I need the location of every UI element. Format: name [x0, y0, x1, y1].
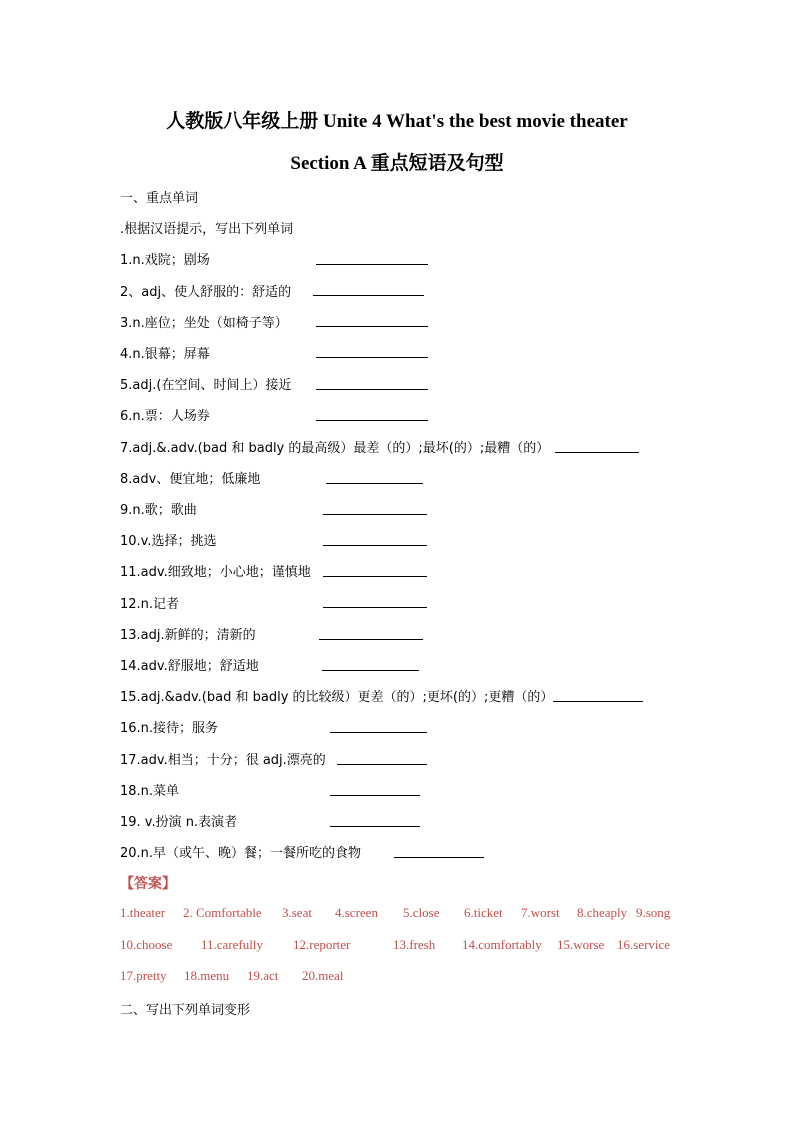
item-1: 1.n.戏院；剧场 [120, 253, 210, 268]
item-12: 12.n.记者 [120, 597, 180, 612]
item-9: 9.n.歌；歌曲 [120, 503, 197, 518]
blank-5[interactable] [316, 389, 428, 390]
answer-15: 15.worse [557, 937, 605, 952]
item-16: 16.n.接待；服务 [120, 721, 219, 736]
blank-14[interactable] [322, 670, 419, 671]
blank-7[interactable] [555, 452, 639, 453]
answer-17: 17.pretty [120, 968, 167, 983]
answer-20: 20.meal [302, 968, 344, 983]
answer-16: 16.service [617, 937, 671, 952]
answer-row-2 [120, 937, 670, 953]
item-13: 13.adj.新鲜的；清新的 [120, 628, 256, 643]
item-11: 11.adv.细致地；小心地；谨慎地 [120, 565, 311, 580]
blank-18[interactable] [330, 795, 420, 796]
answer-2: 2. Comfortable [183, 905, 262, 920]
answer-4: 4.screen [335, 905, 378, 920]
blank-1[interactable] [316, 264, 428, 265]
blank-10[interactable] [323, 545, 427, 546]
blank-19[interactable] [330, 826, 420, 827]
answer-7: 7.worst [521, 905, 560, 920]
answer-1: 1.theater [120, 905, 166, 920]
blank-15[interactable] [553, 701, 643, 702]
item-15: 15.adj.&adv.(bad 和 badly 的比较级）更差（的）;更坏(的）;更糟（的） [120, 690, 554, 705]
answer-19: 19.act [247, 968, 279, 983]
answer-5: 5.close [403, 905, 440, 920]
answer-14: 14.comfortably [462, 937, 542, 952]
item-6: 6.n.票：人场券 [120, 409, 210, 424]
blank-9[interactable] [323, 514, 427, 515]
answer-6: 6.ticket [464, 905, 503, 920]
answer-10: 10.choose [120, 937, 173, 952]
item-14: 14.adv.舒服地；舒适地 [120, 659, 259, 674]
section-2-heading: 二、写出下列单词变形 [120, 1003, 251, 1018]
blank-20[interactable] [394, 857, 484, 858]
item-4: 4.n.银幕；屏幕 [120, 347, 210, 362]
item-5: 5.adj.(在空间、时间上）接近 [120, 378, 292, 393]
blank-11[interactable] [323, 576, 427, 577]
blank-13[interactable] [319, 639, 423, 640]
blank-12[interactable] [323, 607, 427, 608]
answer-18: 18.menu [184, 968, 230, 983]
item-2: 2、adj、使人舒服的：舒适的 [120, 285, 292, 300]
title-line-2: Section A 重点短语及句型 [290, 153, 504, 174]
answer-heading: 【答案】 [120, 876, 176, 892]
item-7: 7.adj.&.adv.(bad 和 badly 的最高级）最差（的）;最坏(的）;最糟（的） [120, 441, 550, 456]
section-1-heading: 一、重点单词 [120, 191, 199, 206]
item-20: 20.n.早（或午、晚）餐；一餐所吃的食物 [120, 846, 362, 861]
answer-9: 9.song [636, 905, 671, 920]
instruction: .根据汉语提示，写出下列单词 [120, 222, 294, 237]
answer-12: 12.reporter [293, 937, 351, 952]
item-17: 17.adv.相当；十分；很 adj.漂亮的 [120, 753, 326, 768]
blank-2[interactable] [313, 295, 424, 296]
item-19: 19. v.扮演 n.表演者 [120, 815, 238, 830]
blank-3[interactable] [316, 326, 428, 327]
answer-row-1 [120, 905, 670, 921]
answer-row-3 [120, 968, 344, 984]
answer-3: 3.seat [282, 905, 312, 920]
item-10: 10.v.选择；挑选 [120, 534, 217, 549]
answer-13: 13.fresh [393, 937, 436, 952]
item-8: 8.adv、便宜地；低廉地 [120, 472, 261, 487]
blank-4[interactable] [316, 357, 428, 358]
answer-11: 11.carefully [201, 937, 263, 952]
item-3: 3.n.座位；坐处（如椅子等） [120, 316, 288, 331]
blank-16[interactable] [330, 732, 427, 733]
blank-8[interactable] [326, 483, 423, 484]
blank-17[interactable] [337, 764, 427, 765]
answer-8: 8.cheaply [577, 905, 628, 920]
title-line-1: 人教版八年级上册 Unite 4 What's the best movie theater [166, 111, 628, 132]
blank-6[interactable] [316, 420, 428, 421]
item-18: 18.n.菜单 [120, 784, 180, 799]
